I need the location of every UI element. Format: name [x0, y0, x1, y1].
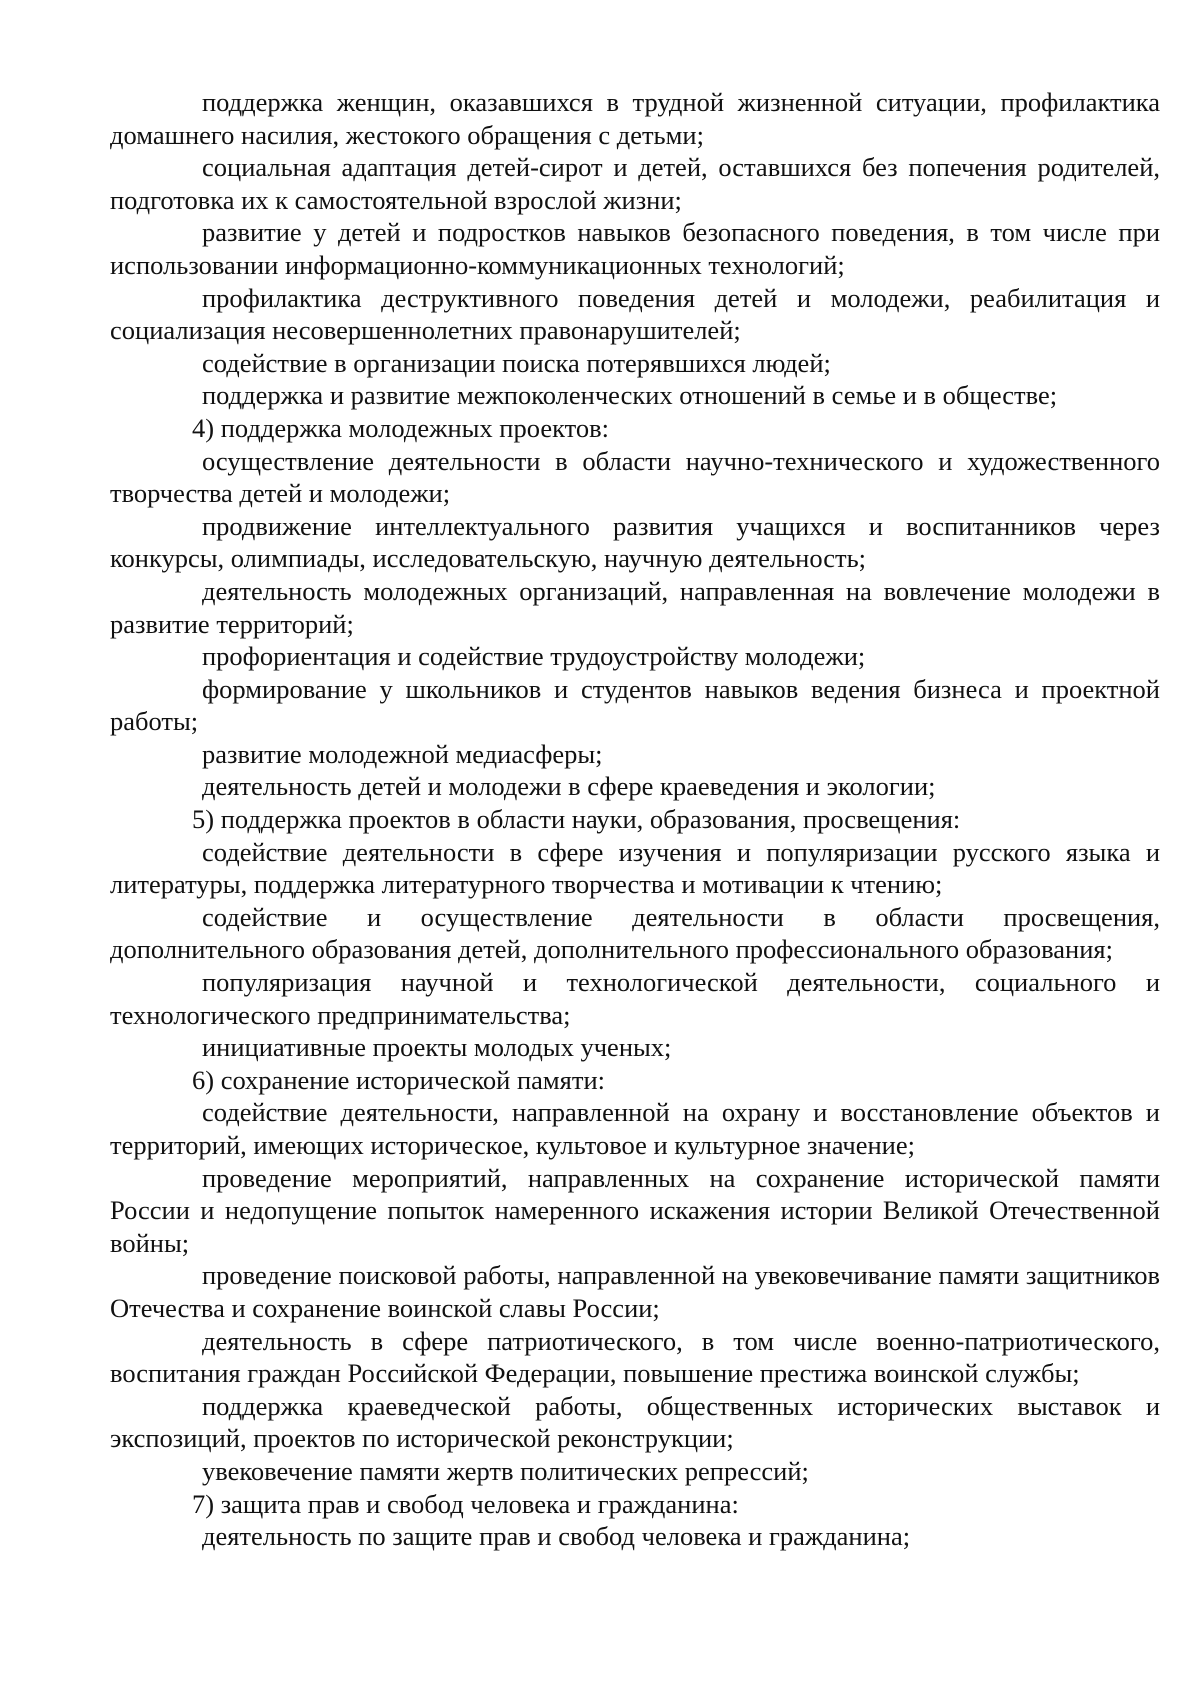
paragraph-patriotic-education: деятельность в сфере патриотического, в том числе военно-патриотического, воспитания граждан Российской Федерации, повышение престижа воинской службы;	[110, 1325, 1160, 1389]
paragraph-local-lore-exhibitions: поддержка краеведческой работы, общественных исторических выставок и экспозиций, проектов по исторической реконструкции;	[110, 1390, 1160, 1454]
paragraph-career-guidance: профориентация и содействие трудоустройству молодежи;	[202, 641, 866, 672]
section-heading-science-education: 5) поддержка проектов в области науки, образования, просвещения:	[192, 804, 961, 835]
paragraph-enlightenment-education: содействие и осуществление деятельности в области просвещения, дополнительного образования детей, дополнительного профессионального образования;	[110, 901, 1160, 965]
paragraph-safe-behavior: развитие у детей и подростков навыков безопасного поведения, в том числе при использовании информационно-коммуникационных технологий;	[110, 217, 1160, 280]
paragraph-intellectual-development: продвижение интеллектуального развития учащихся и воспитанников через конкурсы, олимпиады, исследовательскую, научную деятельность;	[110, 510, 1160, 574]
paragraph-young-scientists: инициативные проекты молодых ученых;	[202, 1032, 672, 1063]
paragraph-orphans-adaptation: социальная адаптация детей-сирот и детей, оставшихся без попечения родителей, подготовка их к самостоятельной взрослой жизни;	[110, 152, 1160, 215]
paragraph-rights-protection: деятельность по защите прав и свобод человека и гражданина;	[202, 1521, 911, 1552]
section-heading-youth-projects: 4) поддержка молодежных проектов:	[192, 412, 609, 443]
paragraph-business-skills: формирование у школьников и студентов навыков ведения бизнеса и проектной работы;	[110, 673, 1160, 737]
section-heading-historical-memory: 6) сохранение исторической памяти:	[192, 1064, 605, 1095]
paragraph-support-women: поддержка женщин, оказавшихся в трудной жизненной ситуации, профилактика домашнего насилия, жестокого обращения с детьми;	[110, 87, 1160, 150]
document-page	[110, 86, 1160, 1553]
paragraph-historical-memory-events: проведение мероприятий, направленных на сохранение исторической памяти России и недопущение попыток намеренного искажения истории Великой Отечественной войны;	[110, 1162, 1160, 1258]
paragraph-search-work: проведение поисковой работы, направленной на увековечивание памяти защитников Отечества и сохранение воинской славы России;	[110, 1260, 1160, 1323]
paragraph-missing-people-search: содействие в организации поиска потерявшихся людей;	[202, 347, 831, 378]
paragraph-intergenerational-relations: поддержка и развитие межпоколенческих отношений в семье и в обществе;	[202, 380, 1058, 411]
paragraph-repression-victims-memory: увековечение памяти жертв политических репрессий;	[202, 1455, 809, 1486]
paragraph-youth-organizations: деятельность молодежных организаций, направленная на вовлечение молодежи в развитие территорий;	[110, 575, 1160, 639]
paragraph-science-popularization: популяризация научной и технологической деятельности, социального и технологического предпринимательства;	[110, 967, 1160, 1030]
paragraph-youth-media: развитие молодежной медиасферы;	[202, 738, 603, 769]
section-heading-human-rights: 7) защита прав и свобод человека и гражданина:	[192, 1488, 739, 1519]
paragraph-local-history-ecology: деятельность детей и молодежи в сфере краеведения и экологии;	[202, 771, 936, 802]
paragraph-technical-creativity: осуществление деятельности в области научно-технического и художественного творчества детей и молодежи;	[110, 445, 1160, 509]
paragraph-russian-language: содействие деятельности в сфере изучения и популяризации русского языка и литературы, поддержка литературного творчества и мотивации к чтению;	[110, 836, 1160, 900]
paragraph-destructive-behavior-prevention: профилактика деструктивного поведения детей и молодежи, реабилитация и социализация несовершеннолетних правонарушителей;	[110, 282, 1160, 346]
paragraph-heritage-protection: содействие деятельности, направленной на охрану и восстановление объектов и территорий, имеющих историческое, культовое и культурное значение;	[110, 1097, 1160, 1160]
